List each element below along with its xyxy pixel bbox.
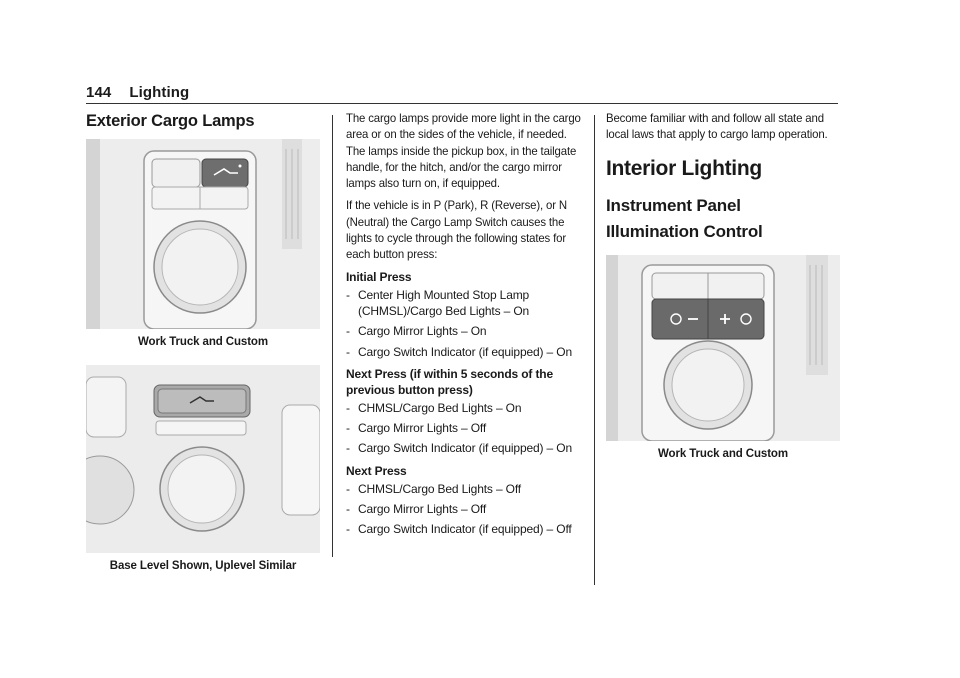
column-3 (606, 110, 840, 461)
column-1 (86, 110, 320, 573)
page-header (86, 84, 189, 101)
list-item: - CHMSL/Cargo Bed Lights – On (346, 400, 582, 416)
section-heading: Exterior Cargo Lamps (86, 112, 255, 130)
laws-note: Become familiar with and follow all state and local laws that apply to cargo lamp operation. (606, 111, 828, 142)
state-list (346, 287, 582, 360)
cargo-switch-base-illustration (86, 365, 320, 553)
list-item: - Cargo Mirror Lights – On (346, 323, 582, 339)
subsection-heading: Instrument Panel Illumination Control (606, 195, 763, 241)
header-section: Lighting (129, 84, 190, 101)
cargo-switch-illustration (86, 139, 320, 329)
column-2 (346, 110, 582, 544)
list-item: - Cargo Switch Indicator (if equipped) – Off (346, 521, 582, 537)
panel-illumination-illustration (606, 255, 840, 441)
list-item: - Cargo Mirror Lights – Off (346, 420, 582, 436)
list-item: - Cargo Switch Indicator (if equipped) – On (346, 440, 582, 456)
press-label: Initial Press (346, 269, 412, 284)
press-label: Next Press (if within 5 seconds of the previous button press) (346, 366, 554, 397)
press-label: Next Press (346, 463, 407, 478)
state-list (346, 481, 582, 538)
figure-caption: Base Level Shown, Uplevel Similar (109, 560, 297, 572)
list-item: - Cargo Mirror Lights – Off (346, 501, 582, 517)
figure-cargo-switch-base (86, 365, 320, 573)
figure-caption: Work Truck and Custom (138, 336, 268, 348)
press-group (346, 269, 582, 360)
press-group (346, 463, 582, 538)
column-divider-2 (594, 115, 595, 585)
cargo-lamps-cycle-text: If the vehicle is in P (Park), R (Reverse), or N (Neutral) the Cargo Lamp Switch causes the lights to cycle through the following states for each button press: (346, 198, 568, 262)
chapter-heading: Interior Lighting (606, 156, 762, 180)
list-item: - Center High Mounted Stop Lamp (CHMSL)/Cargo Bed Lights – On (346, 287, 582, 320)
list-item: - CHMSL/Cargo Bed Lights – Off (346, 481, 582, 497)
header-rule (86, 103, 838, 104)
figure-cargo-switch-work-truck (86, 139, 320, 349)
cargo-lamps-intro: The cargo lamps provide more light in the cargo area or on the sides of the vehicle, if needed. The lamps inside the pickup box, in the tailgate handle, for the hitch, and/or the cargo mirror lamps also turn on, if equipped. (346, 111, 581, 191)
figure-panel-illumination (606, 255, 840, 461)
list-item: - Cargo Switch Indicator (if equipped) – On (346, 344, 582, 360)
column-divider-1 (332, 115, 333, 557)
figure-caption: Work Truck and Custom (658, 447, 788, 460)
state-list (346, 400, 582, 457)
press-group (346, 366, 582, 457)
page-number: 144 (86, 84, 112, 101)
